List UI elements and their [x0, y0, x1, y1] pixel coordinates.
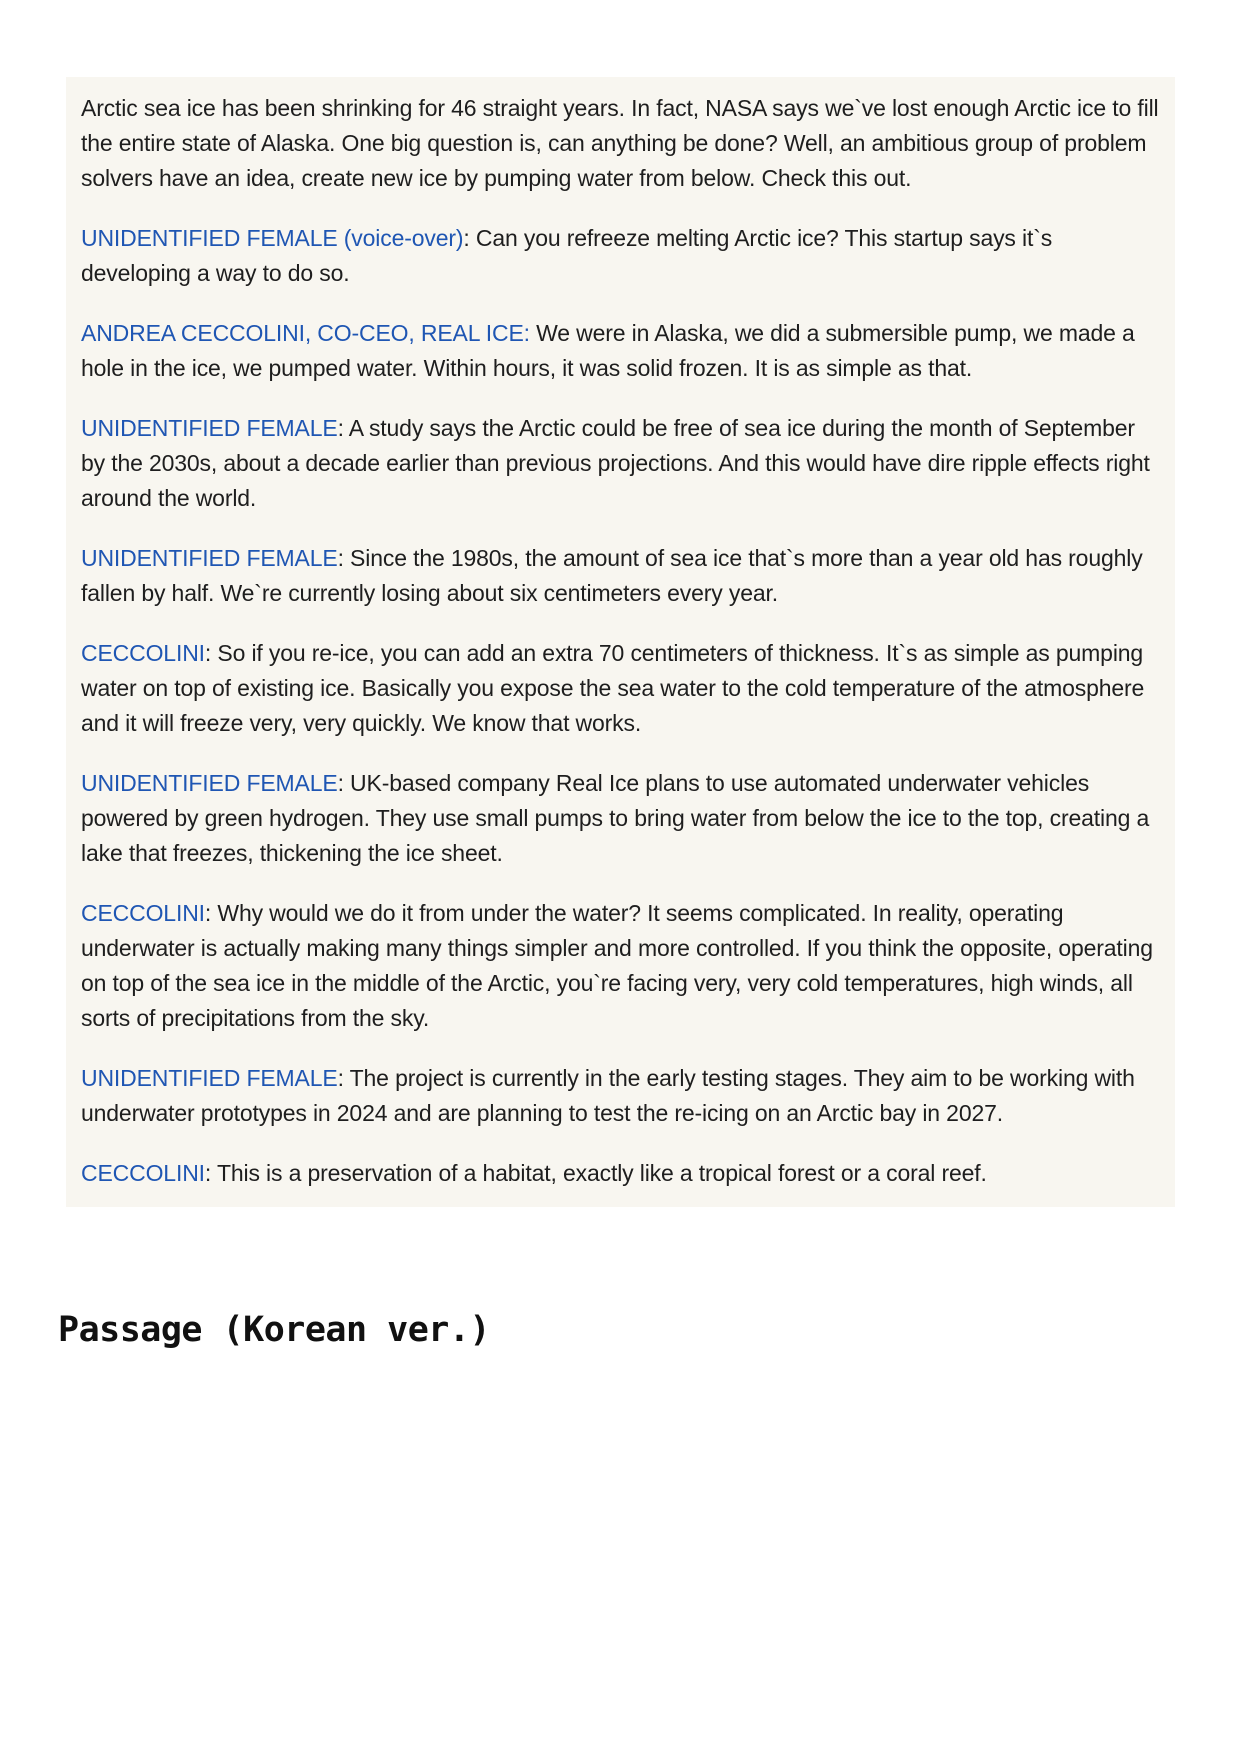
transcript-entry [81, 316, 1160, 386]
speaker-name: ANDREA CECCOLINI, CO-CEO, REAL ICE: [81, 320, 530, 346]
entry-text: : Since the 1980s, the amount of sea ice that`s more than a year old has roughly fallen by half. We`re currently losing about six centimeters every year. [81, 545, 1143, 606]
speaker-name: UNIDENTIFIED FEMALE [81, 1065, 338, 1091]
speaker-name: CECCOLINI [81, 640, 205, 666]
speaker-name: UNIDENTIFIED FEMALE [81, 415, 338, 441]
transcript-entry [81, 411, 1160, 516]
section-heading: Passage (Korean ver.) [58, 1310, 491, 1350]
transcript-entry [81, 1061, 1160, 1131]
transcript-entry [81, 636, 1160, 741]
entry-text: We were in Alaska, we did a submersible pump, we made a hole in the ice, we pumped water. Within hours, it was solid frozen. It is as simple as that. [81, 320, 1135, 381]
speaker-name: CECCOLINI [81, 1160, 205, 1186]
speaker-name: CECCOLINI [81, 900, 205, 926]
transcript-box [66, 77, 1175, 1207]
transcript-entry [81, 221, 1160, 291]
speaker-name: UNIDENTIFIED FEMALE (voice-over) [81, 225, 464, 251]
entry-text: : This is a preservation of a habitat, exactly like a tropical forest or a coral reef. [204, 1160, 987, 1186]
speaker-name: UNIDENTIFIED FEMALE [81, 770, 338, 796]
entry-text: : Why would we do it from under the water? It seems complicated. In reality, operating underwater is actually making many things simpler and more controlled. If you think the opposite, operating on top of the sea ice in the middle of the Arctic, you`re facing very, very cold temperatures, high winds, all sorts of precipitations from the sky. [81, 900, 1153, 1031]
intro-paragraph: Arctic sea ice has been shrinking for 46 straight years. In fact, NASA says we`ve lost enough Arctic ice to fill the entire state of Alaska. One big question is, can anything be done? Well, an ambitious group of problem solvers have an idea, create new ice by pumping water from below. Check this out. [81, 95, 1159, 191]
entry-text: : A study says the Arctic could be free of sea ice during the month of September by the 2030s, about a decade earlier than previous projections. And this would have dire ripple effects right around the world. [81, 415, 1150, 511]
entry-text: : The project is currently in the early testing stages. They aim to be working with underwater prototypes in 2024 and are planning to test the re-icing on an Arctic bay in 2027. [81, 1065, 1135, 1126]
entry-text: : So if you re-ice, you can add an extra 70 centimeters of thickness. It`s as simple as pumping water on top of existing ice. Basically you expose the sea water to the cold temperature of the atmosphere and it will freeze very, very quickly. We know that works. [81, 640, 1145, 736]
entry-text: : UK-based company Real Ice plans to use automated underwater vehicles powered by green hydrogen. They use small pumps to bring water from below the ice to the top, creating a lake that freezes, thickening the ice sheet. [81, 770, 1150, 866]
transcript-entry [81, 1156, 1160, 1191]
speaker-name: UNIDENTIFIED FEMALE [81, 545, 338, 571]
transcript-entry [81, 766, 1160, 871]
transcript-entry [81, 541, 1160, 611]
entry-text: : Can you refreeze melting Arctic ice? This startup says it`s developing a way to do so. [81, 225, 1053, 286]
transcript-entry [81, 896, 1160, 1036]
